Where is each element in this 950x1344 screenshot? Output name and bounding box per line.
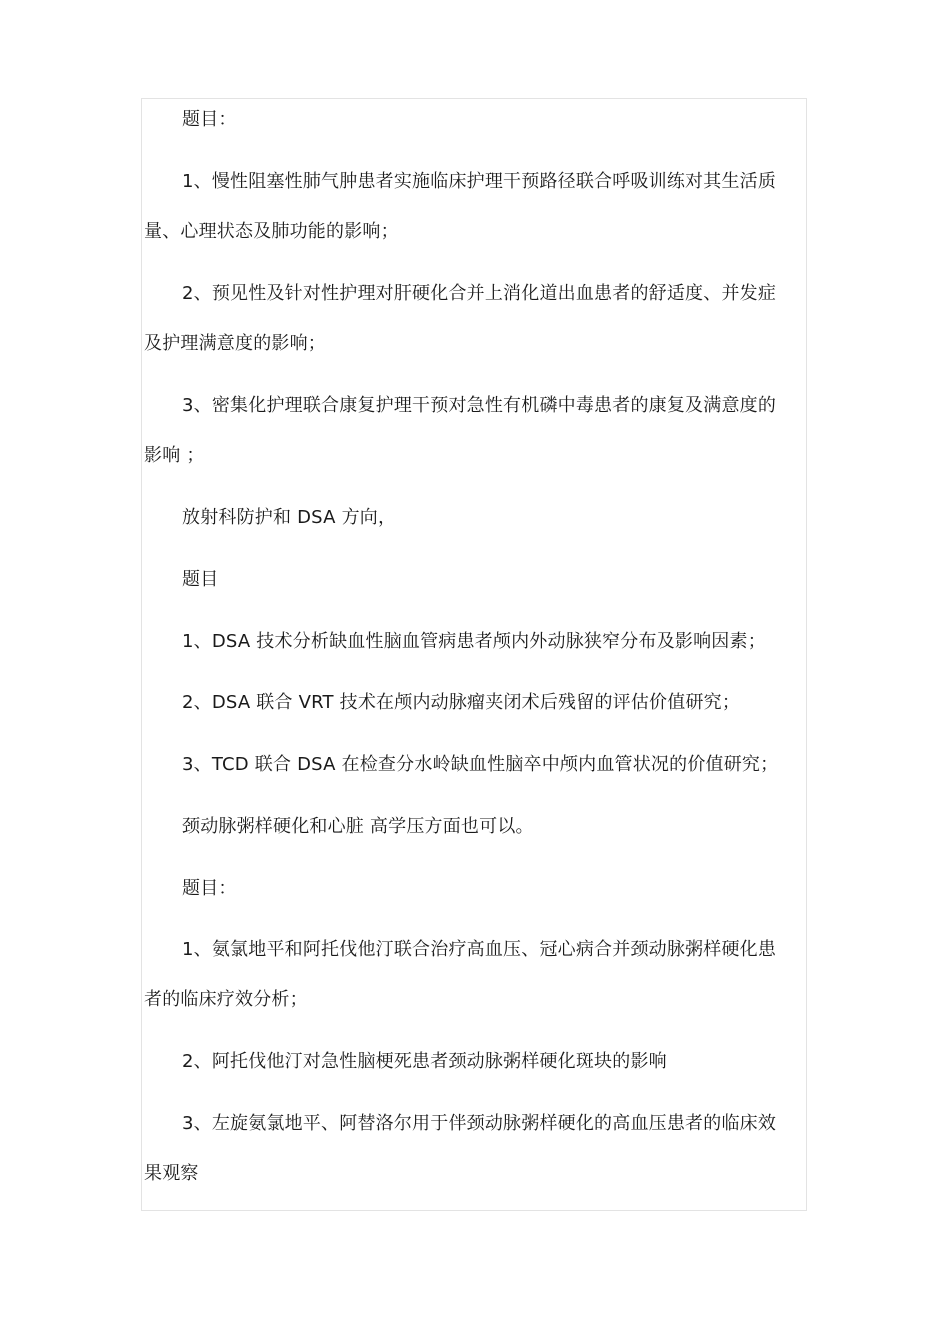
direction-carotid: 颈动脉粥样硬化和心脏 高学压方面也可以。 [182,816,534,837]
direction-dsa: 放射科防护和 DSA 方向， [182,507,397,528]
carotid-topic-1-line-2: 者的临床疗效分析； [144,989,308,1010]
topic-2-line-2: 及护理满意度的影响； [144,333,326,354]
carotid-topic-2: 2、阿托伐他汀对急性脑梗死患者颈动脉粥样硬化斑块的影响 [182,1051,667,1072]
topic-3-line-1: 3、密集化护理联合康复护理干预对急性有机磷中毒患者的康复及满意度的 [182,395,777,416]
carotid-topic-3-line-1: 3、左旋氨氯地平、阿替洛尔用于伴颈动脉粥样硬化的高血压患者的临床效 [182,1113,777,1134]
carotid-topic-1-line-1: 1、氨氯地平和阿托伐他汀联合治疗高血压、冠心病合并颈动脉粥样硬化患 [182,939,777,960]
topic-1-line-2: 量、心理状态及肺功能的影响； [144,221,399,242]
dsa-topic-3: 3、TCD 联合 DSA 在检查分水岭缺血性脑卒中颅内血管状况的价值研究； [182,754,779,775]
dsa-topic-2: 2、DSA 联合 VRT 技术在颅内动脉瘤夹闭术后残留的评估价值研究； [182,692,741,713]
topic-2-line-1: 2、预见性及针对性护理对肝硬化合并上消化道出血患者的舒适度、并发症 [182,283,777,304]
section-heading: 题目： [182,878,237,899]
topic-3-line-2: 影响 ； [144,445,205,466]
topic-1-line-1: 1、慢性阻塞性肺气肿患者实施临床护理干预路径联合呼吸训练对其生活质 [182,171,777,192]
dsa-topic-1: 1、DSA 技术分析缺血性脑血管病患者颅内外动脉狭窄分布及影响因素； [182,631,766,652]
carotid-topic-3-line-2: 果观察 [144,1163,199,1184]
section-heading: 题目： [182,109,237,130]
section-heading: 题目 [182,569,219,590]
